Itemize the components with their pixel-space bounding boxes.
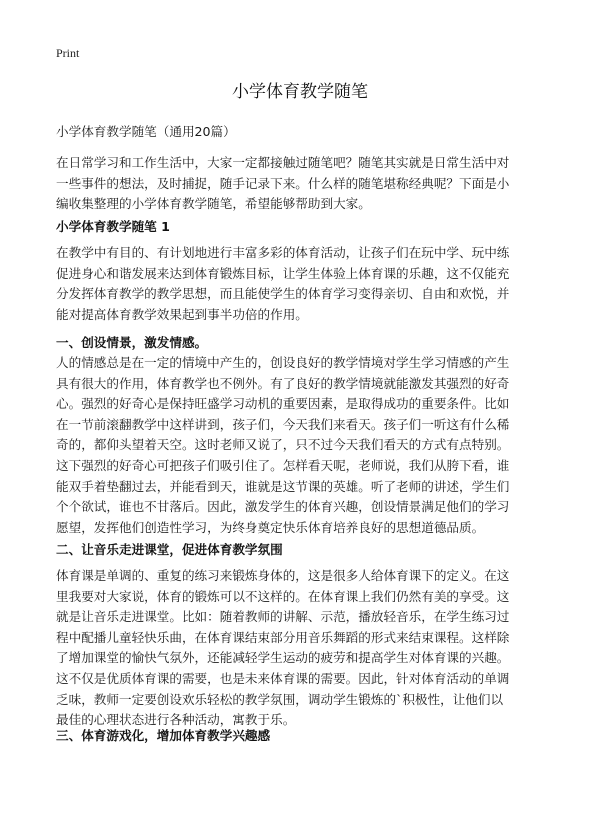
paragraph-line: 最佳的心理状态进行各种活动，寓教于乐。 [56, 712, 296, 728]
subtitle: 小学体育教学随笔（通用20篇） [56, 124, 236, 139]
paragraph-line: 人的情感总是在一定的情境中产生的，创设良好的教学情境对学生学习情感的产生 [56, 355, 510, 370]
paragraph-line: 在教学中有目的、有计划地进行丰富多彩的体育活动，让孩子们在玩中学、玩中练 [56, 245, 510, 260]
paragraph-line: 里我要对大家说，体育的锻炼可以不这样的。在体育课上我们仍然有美的享受。这 [56, 588, 510, 604]
subheading-1: 一、创设情景，激发情感。 [56, 335, 208, 350]
paragraph-line: 促进身心和谐发展来达到体育锻炼目标，让学生体验上体育课的乐趣，这不仅能充 [56, 265, 510, 281]
paragraph-line: 程中配播儿童轻快乐曲，在体育课结束部分用音乐舞蹈的形式来结束课程。这样除 [56, 629, 510, 645]
paragraph-line: 这下强烈的好奇心可把孩子们吸引住了。怎样看天呢，老师说，我们从胯下看，谁 [56, 457, 510, 473]
paragraph-line: 能双手着垫翻过去，并能看到天，谁就是这节课的英雄。听了老师的讲述，学生们 [56, 478, 510, 494]
paragraph-line: 这不仅是优质体育课的需要，也是未来体育课的需要。因此，针对体育活动的单调 [56, 670, 510, 686]
subheading-2: 二、让音乐走进课堂，促进体育教学氛围 [56, 542, 283, 557]
intro-line: 在日常学习和工作生活中，大家一定都接触过随笔吧？随笔其实就是日常生活中对 [56, 155, 510, 170]
paragraph-line: 在一节前滚翻教学中这样讲到，孩子们，今天我们来看天。孩子们一听这有什么稀 [56, 416, 510, 432]
intro-line: 一些事件的想法，及时捕捉，随手记录下来。什么样的随笔堪称经典呢？下面是小 [56, 175, 510, 191]
paragraph-line: 体育课是单调的、重复的练习来锻炼身体的，这是很多人给体育课下的定义。在这 [56, 568, 510, 583]
paragraph-line: 能对提高体育教学效果起到事半功倍的作用。 [56, 306, 308, 322]
paragraph-line: 就是让音乐走进课堂。比如：随着教师的讲解、示范，播放轻音乐，在学生练习过 [56, 609, 510, 625]
section-heading: 小学体育教学随笔 1 [56, 219, 170, 234]
paragraph-line: 个个欲试，谁也不甘落后。因此，激发学生的体育兴趣，创设情景满足他们的学习 [56, 499, 510, 515]
paragraph-line: 了增加课堂的愉快气氛外，还能减轻学生运动的疲劳和提高学生对体育课的兴趣。 [56, 650, 510, 666]
subheading-3: 三、体育游戏化，增加体育教学兴趣感 [56, 728, 271, 743]
paragraph-line: 心。强烈的好奇心是保持旺盛学习动机的重要因素，是取得成功的重要条件。比如 [56, 396, 510, 412]
page-title: 小学体育教学随笔 [232, 82, 368, 102]
paragraph-line: 愿望，发挥他们创造性学习，为终身奠定快乐体育培养良好的思想道德品质。 [56, 519, 485, 535]
paragraph-line: 分发挥体育教学的教学思想，而且能使学生的体育学习变得亲切、自由和欢悦，并 [56, 286, 510, 302]
paragraph-1 [56, 243, 546, 325]
intro-paragraph [56, 153, 546, 215]
intro-line: 编收集整理的小学体育教学随笔，希望能够帮助到大家。 [56, 196, 371, 212]
paragraph-line: 奇的，都仰头望着天空。这时老师又说了，只不过今天我们看天的方式有点特别。 [56, 437, 510, 453]
print-label[interactable]: Print [56, 46, 80, 60]
paragraph-2 [56, 353, 546, 538]
paragraph-3 [56, 566, 546, 731]
paragraph-line: 乏味，教师一定要创设欢乐轻松的教学氛围，调动学生锻炼的`积极性，让他们以 [56, 691, 504, 707]
paragraph-line: 具有很大的作用，体育教学也不例外。有了良好的教学情境就能激发其强烈的好奇 [56, 375, 510, 391]
